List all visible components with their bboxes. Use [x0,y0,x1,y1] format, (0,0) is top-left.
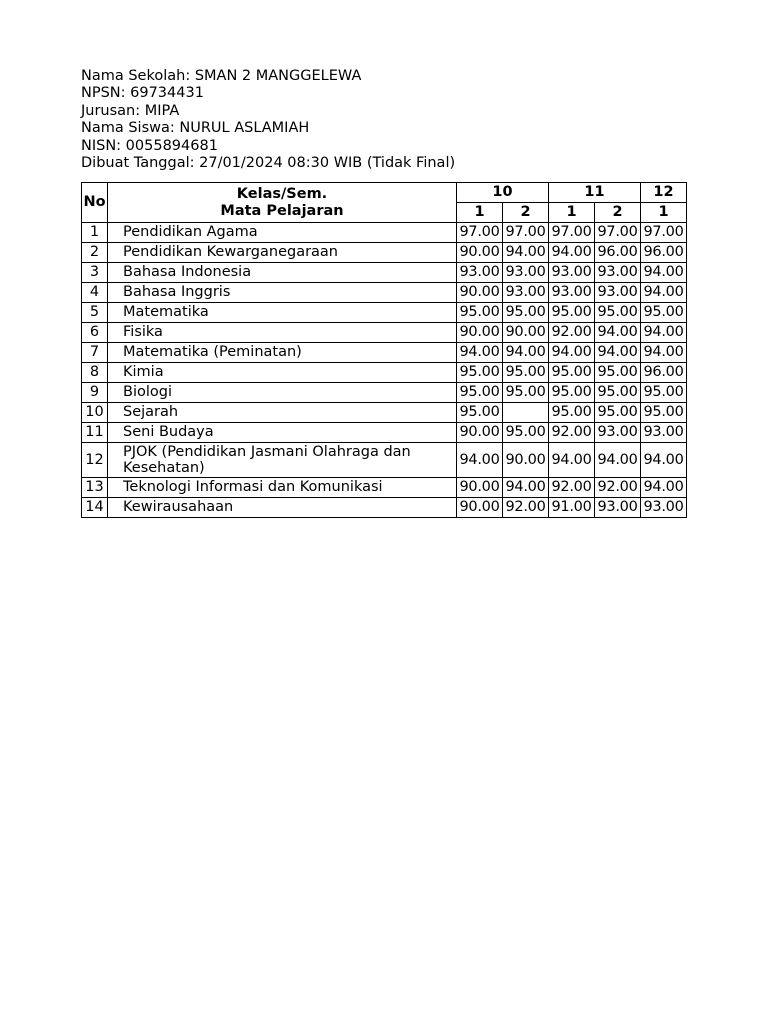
school-name: Nama Sekolah: SMAN 2 MANGGELEWA [81,68,362,84]
score-cell: 96.00 [641,243,687,263]
created-date: Dibuat Tanggal: 27/01/2024 08:30 WIB (Tidak Final) [81,155,456,172]
score-cell: 94.00 [595,443,641,478]
subject-header [108,183,457,223]
score-cell: 90.00 [457,323,503,343]
score-cell: 95.00 [457,363,503,383]
score-cell: 94.00 [641,263,687,283]
score-cell: 90.00 [457,243,503,263]
nisn: NISN: 0055894681 [81,137,218,154]
table-row [82,263,687,283]
row-number: 10 [82,403,108,423]
subject-header-line-2: Mata Pelajaran [220,202,344,219]
score-cell: 97.00 [503,223,549,243]
grade-12-header: 12 [641,183,687,203]
subject-name: Sejarah [108,403,457,423]
score-cell: 94.00 [503,478,549,498]
table-row [82,423,687,443]
row-number: 9 [82,383,108,403]
student-info [81,68,455,172]
score-cell: 93.00 [503,283,549,303]
score-cell: 90.00 [457,498,503,518]
subject-name: Matematika (Peminatan) [108,343,457,363]
table-row [82,383,687,403]
score-cell: 94.00 [595,323,641,343]
score-cell: 95.00 [549,383,595,403]
score-cell: 93.00 [595,283,641,303]
score-cell: 93.00 [595,423,641,443]
score-cell: 93.00 [457,263,503,283]
subject-name: Matematika [108,303,457,323]
score-cell: 90.00 [457,478,503,498]
no-header: No [82,183,108,223]
subject-name: Bahasa Inggris [108,283,457,303]
score-cell: 95.00 [641,303,687,323]
score-cell: 95.00 [457,383,503,403]
row-number: 2 [82,243,108,263]
subject-name: Pendidikan Agama [108,223,457,243]
score-cell: 96.00 [595,243,641,263]
score-cell: 92.00 [549,323,595,343]
score-cell: 95.00 [503,363,549,383]
score-cell: 93.00 [641,423,687,443]
score-cell: 97.00 [549,223,595,243]
major: Jurusan: MIPA [81,102,180,119]
semester-header: 2 [595,203,641,223]
score-cell: 93.00 [549,283,595,303]
semester-header: 1 [549,203,595,223]
score-cell: 94.00 [503,243,549,263]
score-cell: 94.00 [549,343,595,363]
table-row [82,343,687,363]
subject-name: PJOK (Pendidikan Jasmani Olahraga dan Kesehatan) [108,443,457,478]
row-number: 14 [82,498,108,518]
subject-name: Kimia [108,363,457,383]
semester-header: 1 [457,203,503,223]
subject-name: Seni Budaya [108,423,457,443]
score-cell: 97.00 [595,223,641,243]
score-cell: 95.00 [503,383,549,403]
score-cell: 92.00 [503,498,549,518]
row-number: 7 [82,343,108,363]
score-cell: 93.00 [503,263,549,283]
row-number: 13 [82,478,108,498]
subject-header-line-1: Kelas/Sem. [236,185,328,202]
grades-table [81,182,687,518]
score-cell: 92.00 [595,478,641,498]
subject-name: Fisika [108,323,457,343]
semester-header: 1 [641,203,687,223]
score-cell: 90.00 [457,423,503,443]
score-cell: 95.00 [595,303,641,323]
score-cell: 94.00 [457,443,503,478]
score-cell: 90.00 [503,323,549,343]
subject-name: Pendidikan Kewarganegaraan [108,243,457,263]
row-number: 5 [82,303,108,323]
row-number: 8 [82,363,108,383]
score-cell: 94.00 [641,323,687,343]
score-cell: 97.00 [457,223,503,243]
score-cell: 96.00 [641,363,687,383]
score-cell: 94.00 [549,443,595,478]
subject-name: Kewirausahaan [108,498,457,518]
score-cell: 93.00 [595,263,641,283]
score-cell: 95.00 [503,423,549,443]
table-row [82,498,687,518]
score-cell: 92.00 [549,423,595,443]
score-cell: 97.00 [641,223,687,243]
row-number: 11 [82,423,108,443]
score-cell: 94.00 [641,443,687,478]
grade-11-header: 11 [549,183,641,203]
score-cell: 94.00 [503,343,549,363]
table-row [82,443,687,478]
table-row [82,403,687,423]
score-cell: 95.00 [595,403,641,423]
table-row [82,323,687,343]
row-number: 12 [82,443,108,478]
score-cell: 94.00 [549,243,595,263]
grade-10-header: 10 [457,183,549,203]
score-cell: 93.00 [549,263,595,283]
score-cell: 93.00 [641,498,687,518]
score-cell: 92.00 [549,478,595,498]
subject-name: Bahasa Indonesia [108,263,457,283]
score-cell: 95.00 [549,403,595,423]
subject-name: Teknologi Informasi dan Komunikasi [108,478,457,498]
score-cell: 95.00 [549,303,595,323]
table-row [82,223,687,243]
table-row [82,478,687,498]
score-cell: 95.00 [595,363,641,383]
table-body [82,223,687,518]
score-cell: 95.00 [503,303,549,323]
npsn: NPSN: 69734431 [81,85,204,102]
score-cell: 91.00 [549,498,595,518]
score-cell: 94.00 [457,343,503,363]
score-cell: 95.00 [595,383,641,403]
score-cell: 95.00 [641,383,687,403]
table-header [82,183,687,223]
row-number: 4 [82,283,108,303]
table-row [82,243,687,263]
table-row [82,283,687,303]
score-cell: 94.00 [641,283,687,303]
semester-header: 2 [503,203,549,223]
subject-name: Biologi [108,383,457,403]
score-cell: 93.00 [595,498,641,518]
student-name: Nama Siswa: NURUL ASLAMIAH [81,120,310,137]
table-row [82,363,687,383]
row-number: 3 [82,263,108,283]
score-cell: 90.00 [503,443,549,478]
score-cell: 94.00 [641,478,687,498]
score-cell: 95.00 [641,403,687,423]
score-cell: 95.00 [457,303,503,323]
row-number: 6 [82,323,108,343]
score-cell: 95.00 [457,403,503,423]
score-cell [503,403,549,423]
score-cell: 95.00 [549,363,595,383]
score-cell: 90.00 [457,283,503,303]
score-cell: 94.00 [641,343,687,363]
table-row [82,303,687,323]
row-number: 1 [82,223,108,243]
score-cell: 94.00 [595,343,641,363]
